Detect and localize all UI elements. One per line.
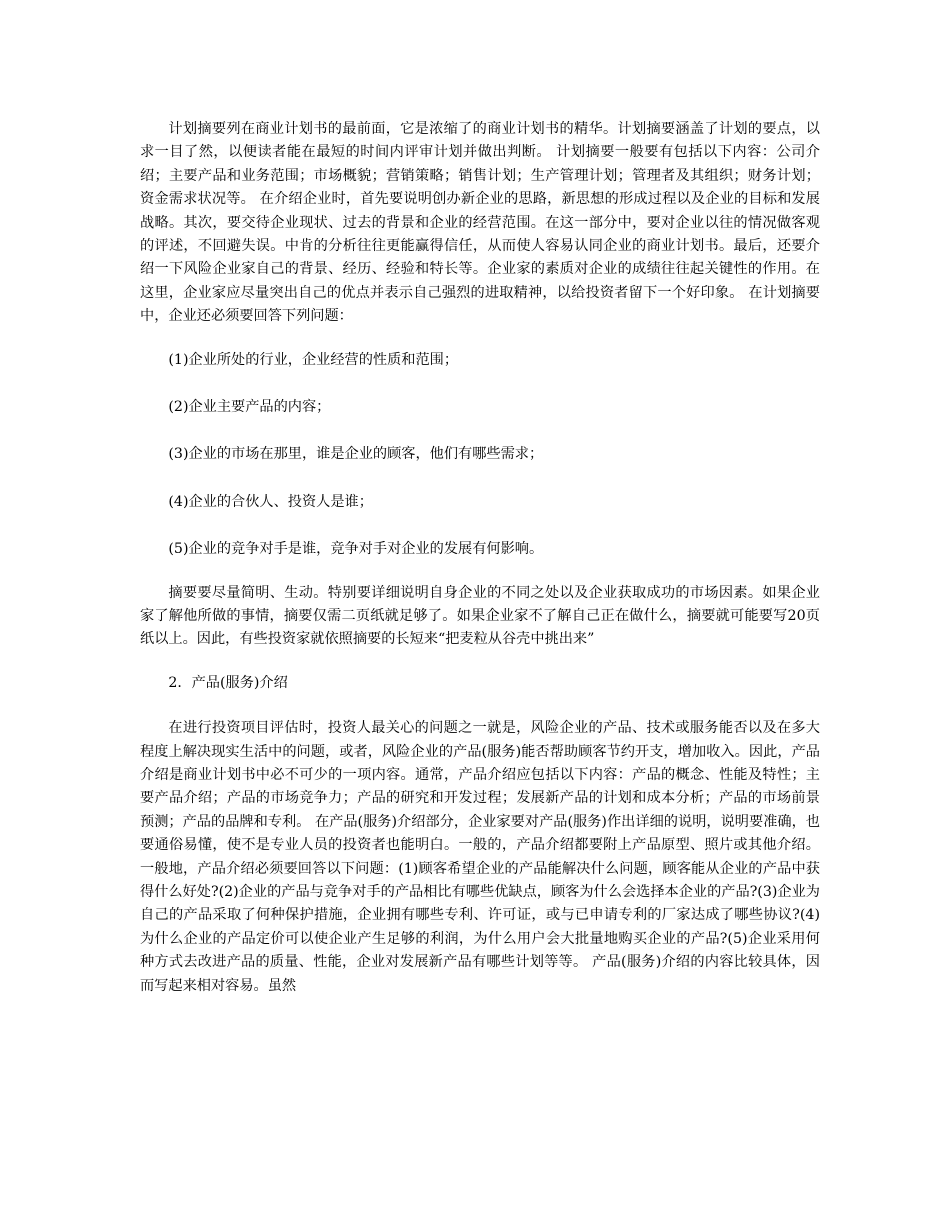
- document-page: [140, 118, 820, 1008]
- question-item-3: (3)企业的市场在那里，谁是企业的顾客，他们有哪些需求；: [168, 446, 544, 463]
- section-heading: 2．产品(服务)介绍: [168, 674, 288, 691]
- question-item-5: (5)企业的竞争对手是谁，竞争对手对企业的发展有何影响。: [168, 541, 544, 558]
- question-item-4: (4)企业的合伙人、投资人是谁；: [168, 493, 373, 510]
- intro-paragraph: 计划摘要列在商业计划书的最前面，它是浓缩了的商业计划书的精华。计划摘要涵盖了计划的要点，以求一目了然，以便读者能在最短的时间内评审计划并做出判断。 计划摘要一般要有包括以下内容：公司介绍；主要产品和业务范围；市场概貌；营销策略；销售计划；生产管理计划；管理者及其组织；财务计划；资金需求状况等。 在介绍企业时，首先要说明创办新企业的思路，新思想的形成过程以及企业的目标和发展战略。其次，要交待企业现状、过去的背景和企业的经营范围。在这一部分中，要对企业以往的情况做客观的评述，不回避失误。中肯的分析往往更能赢得信任，从而使人容易认同企业的商业计划书。最后，还要介绍一下风险企业家自己的背景、经历、经验和特长等。企业家的素质对企业的成绩往往起关键性的作用。在这里，企业家应尽量突出自己的优点并表示自己强烈的进取精神，以给投资者留下一个好印象。 在计划摘要中，企业还必须要回答下列问题：: [140, 121, 820, 325]
- question-item-2: (2)企业主要产品的内容；: [168, 399, 331, 416]
- summary-paragraph: 摘要要尽量简明、生动。特别要详细说明自身企业的不同之处以及企业获取成功的市场因素。如果企业家了解他所做的事情，摘要仅需二页纸就足够了。如果企业家不了解自己正在做什么，摘要就可能要写20页纸以上。因此，有些投资家就依照摘要的长短来“把麦粒从谷壳中挑出来”: [140, 584, 820, 648]
- product-paragraph: 在进行投资项目评估时，投资人最关心的问题之一就是，风险企业的产品、技术或服务能否以及在多大程度上解决现实生活中的问题，或者，风险企业的产品(服务)能否帮助顾客节约开支，增加收入。因此，产品介绍是商业计划书中必不可少的一项内容。通常，产品介绍应包括以下内容：产品的概念、性能及特性；主要产品介绍；产品的市场竞争力；产品的研究和开发过程；发展新产品的计划和成本分析；产品的市场前景预测；产品的品牌和专利。 在产品(服务)介绍部分，企业家要对产品(服务)作出详细的说明，说明要准确，也要通俗易懂，使不是专业人员的投资者也能明白。一般的，产品介绍都要附上产品原型、照片或其他介绍。一般地，产品介绍必须要回答以下问题：(1)顾客希望企业的产品能解决什么问题，顾客能从企业的产品中获得什么好处?(2)企业的产品与竞争对手的产品相比有哪些优缺点，顾客为什么会选择本企业的产品?(3)企业为自己的产品采取了何种保护措施，企业拥有哪些专利、许可证，或与已申请专利的厂家达成了哪些协议?(4)为什么企业的产品定价可以使企业产生足够的利润，为什么用户会大批量地购买企业的产品?(5)企业采用何种方式去改进产品的质量、性能，企业对发展新产品有哪些计划等等。 产品(服务)介绍的内容比较具体，因而写起来相对容易。虽然: [140, 720, 820, 994]
- question-item-1: (1)企业所处的行业，企业经营的性质和范围；: [168, 351, 459, 368]
